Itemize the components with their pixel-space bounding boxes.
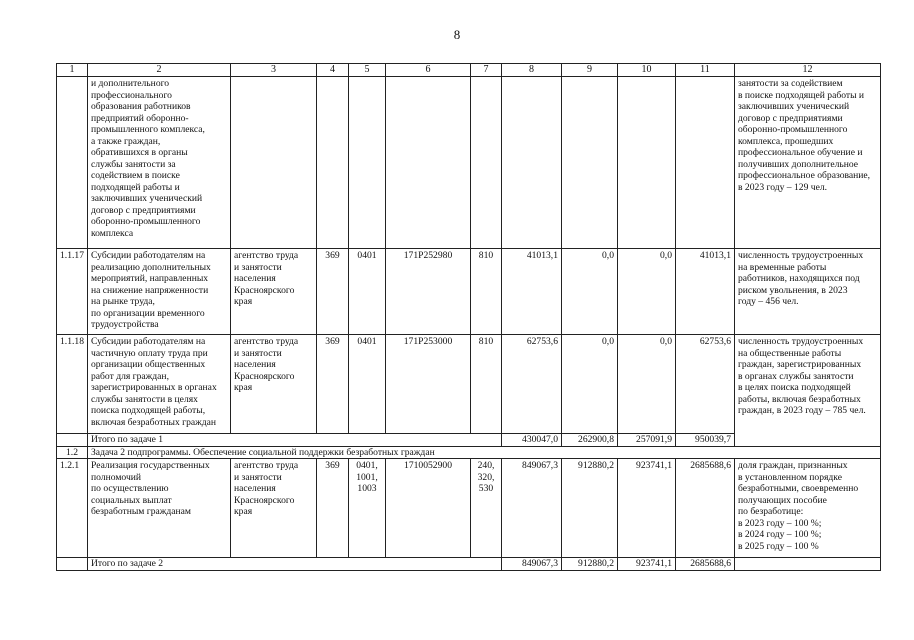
col-num-6: 6 <box>386 64 471 77</box>
total-2025: 923741,1 <box>618 558 676 571</box>
rzpr-code: 0401 <box>349 335 386 434</box>
vr-code: 240, 320, 530 <box>471 459 502 558</box>
csr-code: 171P252980 <box>386 249 471 335</box>
amount-total: 41013,1 <box>676 249 735 335</box>
expected-result: численность трудоустроенных на общественные работы граждан, зарегистрированных в органах службы занятости в целях поиска подходящей работы, включая безработных граждан, в 2023 году – 785 чел. <box>735 335 881 447</box>
task-number: 1.2 <box>57 446 88 459</box>
total-2023: 430047,0 <box>502 434 562 447</box>
col-num-3: 3 <box>231 64 317 77</box>
table-row <box>57 459 881 558</box>
activity-name: Субсидии работодателям на реализацию дополнительных мероприятий, направленных на снижение напряженности на рынке труда, по организации временного трудоустройства <box>88 249 231 335</box>
total-2023: 849067,3 <box>502 558 562 571</box>
executor: агентство труда и занятости населения Красноярского края <box>231 459 317 558</box>
amount-2025: 923741,1 <box>618 459 676 558</box>
col-num-4: 4 <box>317 64 349 77</box>
vr-code: 810 <box>471 249 502 335</box>
total-all: 2685688,6 <box>676 558 735 571</box>
task-2-header-row <box>57 446 881 459</box>
executor: агентство труда и занятости населения Красноярского края <box>231 249 317 335</box>
col-num-8: 8 <box>502 64 562 77</box>
col-num-10: 10 <box>618 64 676 77</box>
total-2024: 912880,2 <box>562 558 618 571</box>
table-row <box>57 77 881 249</box>
page-number: 8 <box>453 27 461 42</box>
vr-code: 810 <box>471 335 502 434</box>
rzpr-code: 0401 <box>349 249 386 335</box>
amount-total: 62753,6 <box>676 335 735 434</box>
col-num-1: 1 <box>57 64 88 77</box>
row-number: 1.2.1 <box>57 459 88 558</box>
grbs-code: 369 <box>317 335 349 434</box>
activity-name: и дополнительного профессионального образования работников предприятий оборонно- промышленного комплекса, а также граждан, обратившихся в органы службы занятости за содействием в поиске подходящей работы и заключивших ученический договор с предприятиями оборонно-промышленного комплекса <box>88 77 231 249</box>
total-label: Итого по задаче 1 <box>88 434 502 447</box>
program-activities-table <box>56 63 881 571</box>
expected-result: доля граждан, признанных в установленном порядке безработными, своевременно получающих пособие по безработице: в 2023 году – 100 %; в 2024 году – 100 %; в 2025 году – 100 % <box>735 459 881 558</box>
row-number: 1.1.17 <box>57 249 88 335</box>
amount-2024: 0,0 <box>562 249 618 335</box>
amount-2023: 62753,6 <box>502 335 562 434</box>
total-2025: 257091,9 <box>618 434 676 447</box>
total-all: 950039,7 <box>676 434 735 447</box>
grbs-code: 369 <box>317 249 349 335</box>
expected-result: занятости за содействием в поиске подходящей работы и заключивших ученический договор с предприятиями оборонно-промышленного комплекса, прошедших профессиональное обучение и получивших дополнительное профессиональное образование, в 2023 году – 129 чел. <box>735 77 881 249</box>
task-title: Задача 2 подпрограммы. Обеспечение социальной поддержки безработных граждан <box>88 446 881 459</box>
amount-2024: 0,0 <box>562 335 618 434</box>
csr-code: 171P253000 <box>386 335 471 434</box>
rzpr-code: 0401, 1001, 1003 <box>349 459 386 558</box>
col-num-9: 9 <box>562 64 618 77</box>
activity-name: Реализация государственных полномочий по осуществлению социальных выплат безработным гражданам <box>88 459 231 558</box>
amount-2023: 849067,3 <box>502 459 562 558</box>
amount-total: 2685688,6 <box>676 459 735 558</box>
total-label: Итого по задаче 2 <box>88 558 502 571</box>
table-row <box>57 249 881 335</box>
col-num-2: 2 <box>88 64 231 77</box>
activity-name: Субсидии работодателям на частичную оплату труда при организации общественных работ для граждан, зарегистрированных в органах службы занятости в целях поиска подходящей работы, включая безработных граждан <box>88 335 231 434</box>
grbs-code: 369 <box>317 459 349 558</box>
col-num-7: 7 <box>471 64 502 77</box>
col-num-11: 11 <box>676 64 735 77</box>
amount-2023: 41013,1 <box>502 249 562 335</box>
row-number: 1.1.18 <box>57 335 88 434</box>
col-num-5: 5 <box>349 64 386 77</box>
table-row <box>57 335 881 434</box>
column-number-row <box>57 64 881 77</box>
amount-2024: 912880,2 <box>562 459 618 558</box>
col-num-12: 12 <box>735 64 881 77</box>
total-task-2-row <box>57 558 881 571</box>
amount-2025: 0,0 <box>618 335 676 434</box>
executor: агентство труда и занятости населения Красноярского края <box>231 335 317 434</box>
total-2024: 262900,8 <box>562 434 618 447</box>
amount-2025: 0,0 <box>618 249 676 335</box>
expected-result: численность трудоустроенных на временные работы работников, находящихся под риском увольнения, в 2023 году – 456 чел. <box>735 249 881 335</box>
csr-code: 1710052900 <box>386 459 471 558</box>
